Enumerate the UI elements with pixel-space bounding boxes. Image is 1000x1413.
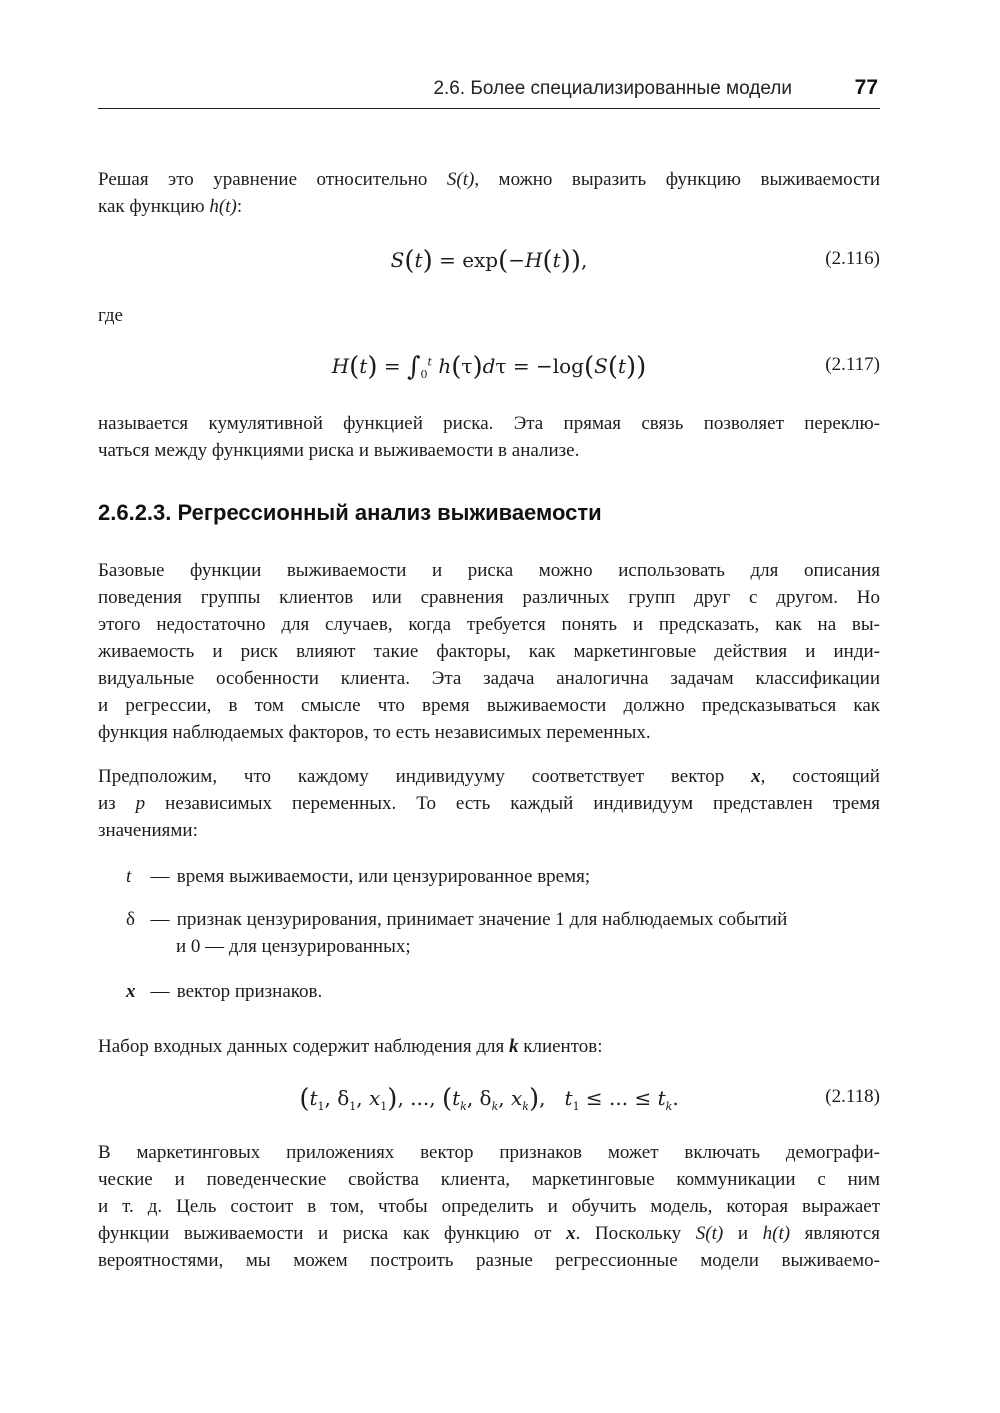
definition-text: время выживаемости, или цензурированное время; — [176, 866, 591, 887]
formula-survival: S(t) = exp(−H(t)), — [390, 246, 588, 276]
definition-symbol: δ — [126, 909, 135, 930]
header-section-title: 2.6. Более специализированные модели — [433, 78, 792, 99]
marketing-line-4: функции выживаемости и риска как функцию от x. Поскольку S(t) и h(t) являются — [98, 1223, 880, 1244]
intro-line-1: Решая это уравнение относительно S(t), можно выразить функцию выживаемости — [98, 169, 880, 190]
page-number: 77 — [854, 76, 878, 99]
paragraph-line: Базовые функции выживаемости и риска можно использовать для описания — [98, 560, 880, 581]
running-header — [98, 76, 880, 109]
marketing-line-3: и т. д. Цель состоит в том, чтобы определить и обучить модель, которая выражает — [98, 1196, 880, 1217]
marketing-line-2: ческие и поведенческие свойства клиента, маркетинговые коммуникации с ним — [98, 1169, 880, 1190]
definition-x: x — вектор признаков. — [126, 978, 880, 1005]
paragraph-line: и регрессии, в том смысле что время выживаемости должно предсказываться как — [98, 695, 880, 716]
dataset-line: Набор входных данных содержит наблюдения для k клиентов: — [98, 1036, 603, 1057]
definition-text: вектор признаков. — [176, 981, 323, 1002]
vector-line-2: из p независимых переменных. То есть каждый индивидуум представлен тремя — [98, 793, 880, 814]
vector-line-1: Предположим, что каждому индивидууму соответствует вектор x, состоящий — [98, 766, 880, 787]
equation-number: (2.116) — [825, 248, 880, 269]
section-heading: 2.6.2.3. Регрессионный анализ выживаемости — [98, 500, 602, 525]
definition-t: t — время выживаемости, или цензурированное время; — [126, 863, 880, 890]
definition-delta: δ — признак цензурирования, принимает значение 1 для наблюдаемых событий и 0 — для цензурированных; — [126, 906, 880, 960]
equation-number: (2.118) — [825, 1086, 880, 1107]
paragraph-line: видуальные особенности клиента. Эта задача аналогична задачам классификации — [98, 668, 880, 689]
definition-text-continued: и 0 — для цензурированных; — [176, 936, 411, 957]
marketing-line-1: В маркетинговых приложениях вектор признаков может включать демографи- — [98, 1142, 880, 1163]
definition-symbol: x — [126, 981, 136, 1002]
equation-2-117 — [98, 352, 880, 386]
paragraph-line: этого недостаточно для случаев, когда требуется понять и предсказать, как на вы- — [98, 614, 880, 635]
formula-dataset: ($t_1$, $\delta_1$, $x_1$), ..., ($t_k$, $\delta_k$, $x_k$), $t_1$ ≤ ... ≤ $t_k$. — [299, 1084, 679, 1114]
equation-2-116 — [98, 246, 880, 280]
paragraph-line: функция наблюдаемых факторов, то есть независимых переменных. — [98, 722, 651, 743]
intro-line-2: как функцию h(t): — [98, 196, 243, 217]
cumulative-text-line-1: называется кумулятивной функцией риска. Эта прямая связь позволяет переклю- — [98, 413, 880, 434]
vector-line-3: значениями: — [98, 820, 198, 841]
where-word: где — [98, 305, 123, 326]
cumulative-text-line-2: чаться между функциями риска и выживаемости в анализе. — [98, 440, 580, 461]
equation-2-118 — [98, 1084, 880, 1118]
definition-symbol: t — [126, 866, 132, 887]
definition-text: признак цензурирования, принимает значение 1 для наблюдаемых событий — [176, 909, 788, 930]
equation-number: (2.117) — [825, 354, 880, 375]
paragraph-line: живаемость и риск влияют такие факторы, как маркетинговые действия и инди- — [98, 641, 880, 662]
paragraph-line: поведения группы клиентов или сравнения различных групп друг с другом. Но — [98, 587, 880, 608]
marketing-line-5: вероятностями, мы можем построить разные регрессионные модели выживаемо- — [98, 1250, 880, 1271]
formula-cumulative-hazard: $H(t) = \int_0^t$ h(τ)dτ = −log(S(t)) — [331, 352, 647, 382]
